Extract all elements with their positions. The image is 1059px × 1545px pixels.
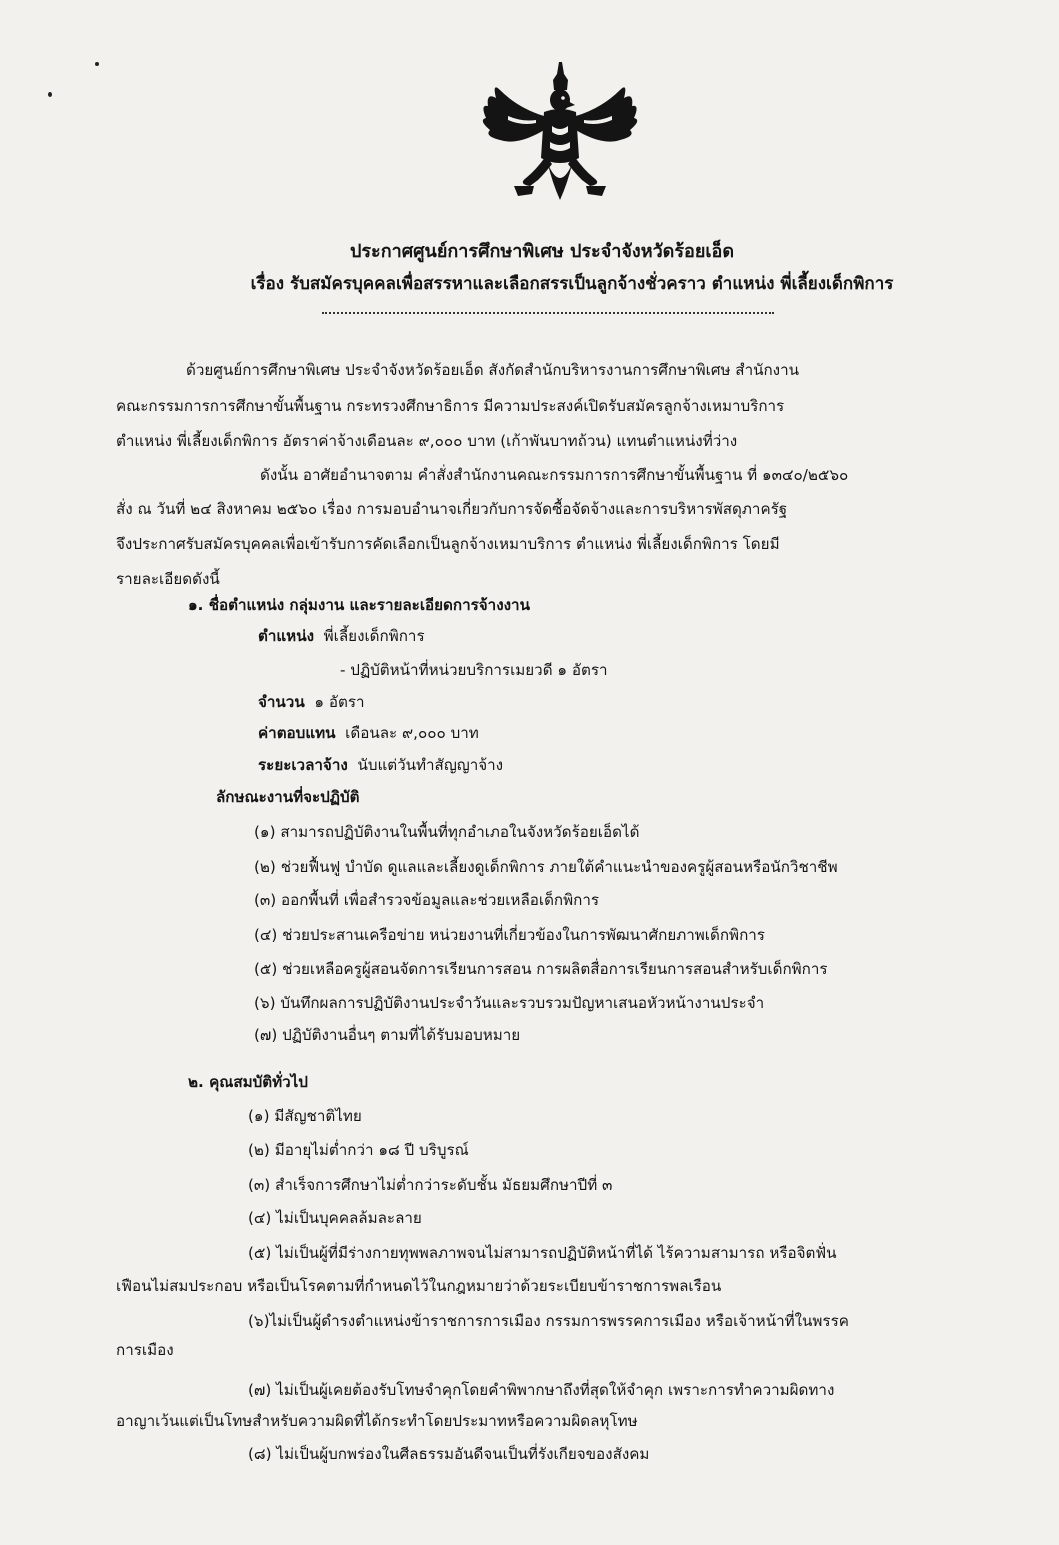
duty-item: (๑) สามารถปฏิบัติงานในพื้นที่ทุกอำเภอในจังหวัดร้อยเอ็ดได้ [254,823,640,841]
count-label: จำนวน [258,693,305,711]
intro-p2-line1: ดังนั้น อาศัยอำนาจตาม คำสั่งสำนักงานคณะกรรมการการศึกษาขั้นพื้นฐาน ที่ ๑๓๔๐/๒๕๖๐ [260,466,849,484]
announcement-subject: เรื่อง รับสมัครบุคคลเพื่อสรรหาและเลือกสรรเป็นลูกจ้างชั่วคราว ตำแหน่ง พี่เลี้ยงเด็กพิการ [250,274,894,294]
qualification-item: (๕) ไม่เป็นผู้ที่มีร่างกายทุพพลภาพจนไม่สามารถปฏิบัติหน้าที่ได้ ไร้ความสามารถ หรือจิตฟั่น [248,1244,837,1262]
announcement-title: ประกาศศูนย์การศึกษาพิเศษ ประจำจังหวัดร้อยเอ็ด [349,241,735,262]
duty-item: (๔) ช่วยประสานเครือข่าย หน่วยงานที่เกี่ยวข้องในการพัฒนาศักยภาพเด็กพิการ [254,926,765,944]
qualification-item: (๓) สำเร็จการศึกษาไม่ต่ำกว่าระดับชั้น มัธยมศึกษาปีที่ ๓ [248,1176,613,1194]
unit-line: - ปฏิบัติหน้าที่หน่วยบริการเมยวดี ๑ อัตรา [340,661,608,679]
dotted-divider [322,312,774,314]
duty-item: (๓) ออกพื้นที่ เพื่อสำรวจข้อมูลและช่วยเหลือเด็กพิการ [254,891,600,909]
qualification-item-cont: การเมือง [116,1341,174,1359]
qualification-item-cont: เฟือนไม่สมประกอบ หรือเป็นโรคตามที่กำหนดไว้ในกฎหมายว่าด้วยระเบียบข้าราชการพลเรือน [116,1277,722,1295]
period-value: นับแต่วันทำสัญญาจ้าง [357,756,504,774]
qualification-item: (๗) ไม่เป็นผู้เคยต้องรับโทษจำคุกโดยคำพิพากษาถึงที่สุดให้จำคุก เพราะการทำความผิดทาง [248,1381,835,1399]
intro-p1-line2: คณะกรรมการการศึกษาขั้นพื้นฐาน กระทรวงศึกษาธิการ มีความประสงค์เปิดรับสมัครลูกจ้างเหมาบริการ [116,397,785,415]
qualification-item: (๘) ไม่เป็นผู้บกพร่องในศีลธรรมอันดีจนเป็นที่รังเกียจของสังคม [248,1445,650,1463]
count-row [258,689,365,715]
scan-speck [95,62,99,66]
pay-value: เดือนละ ๙,๐๐๐ บาท [345,724,479,742]
position-label: ตำแหน่ง [258,627,314,645]
position-row [258,623,425,649]
period-label: ระยะเวลาจ้าง [258,756,348,774]
section2-heading: ๒. คุณสมบัติทั่วไป [188,1073,308,1091]
intro-p1-line1: ด้วยศูนย์การศึกษาพิเศษ ประจำจังหวัดร้อยเอ็ด สังกัดสำนักบริหารงานการศึกษาพิเศษ สำนักงาน [186,361,800,379]
section1-heading: ๑. ชื่อตำแหน่ง กลุ่มงาน และรายละเอียดการจ้างงาน [188,596,530,614]
pay-label: ค่าตอบแทน [258,724,336,742]
intro-p2-line2: สั่ง ณ วันที่ ๒๔ สิงหาคม ๒๕๖๐ เรื่อง การมอบอำนาจเกี่ยวกับการจัดซื้อจัดจ้างและการบริหารพัสดุภาครัฐ [116,500,788,518]
qualification-item: (๑) มีสัญชาติไทย [248,1107,362,1125]
qualification-item: (๖)ไม่เป็นผู้ดำรงตำแหน่งข้าราชการการเมือง กรรมการพรรคการเมือง หรือเจ้าหน้าที่ในพรรค [248,1312,849,1330]
count-value: ๑ อัตรา [314,693,365,711]
duty-item: (๒) ช่วยฟื้นฟู บำบัด ดูแลและเลี้ยงดูเด็กพิการ ภายใต้คำแนะนำของครูผู้สอนหรือนักวิชาชีพ [254,858,838,876]
intro-p2-line3: จึงประกาศรับสมัครบุคคลเพื่อเข้ารับการคัดเลือกเป็นลูกจ้างเหมาบริการ ตำแหน่ง พี่เลี้ยงเด็กพิการ โดยมี [116,535,780,553]
intro-p2-line4: รายละเอียดดังนี้ [116,570,220,588]
pay-row [258,720,479,746]
duty-item: (๕) ช่วยเหลือครูผู้สอนจัดการเรียนการสอน การผลิตสื่อการเรียนการสอนสำหรับเด็กพิการ [254,960,828,978]
scan-speck [48,92,52,97]
qualification-item: (๒) มีอายุไม่ต่ำกว่า ๑๘ ปี บริบูรณ์ [248,1141,469,1159]
qualification-item-cont: อาญาเว้นแต่เป็นโทษสำหรับความผิดที่ได้กระทำโดยประมาทหรือความผิดลหุโทษ [116,1412,638,1430]
garuda-emblem-icon [478,60,648,210]
duties-heading: ลักษณะงานที่จะปฏิบัติ [216,788,360,806]
period-row [258,752,503,778]
announcement-header [0,240,1059,296]
qualification-item: (๔) ไม่เป็นบุคคลล้มละลาย [248,1209,422,1227]
duty-item: (๗) ปฏิบัติงานอื่นๆ ตามที่ได้รับมอบหมาย [254,1026,521,1044]
intro-p1-line3: ตำแหน่ง พี่เลี้ยงเด็กพิการ อัตราค่าจ้างเดือนละ ๙,๐๐๐ บาท (เก้าพันบาทถ้วน) แทนตำแหน่งที่ว่าง [116,432,738,450]
position-value: พี่เลี้ยงเด็กพิการ [323,627,425,645]
duty-item: (๖) บันทึกผลการปฏิบัติงานประจำวันและรวบรวมปัญหาเสนอหัวหน้างานประจำ [254,994,765,1012]
